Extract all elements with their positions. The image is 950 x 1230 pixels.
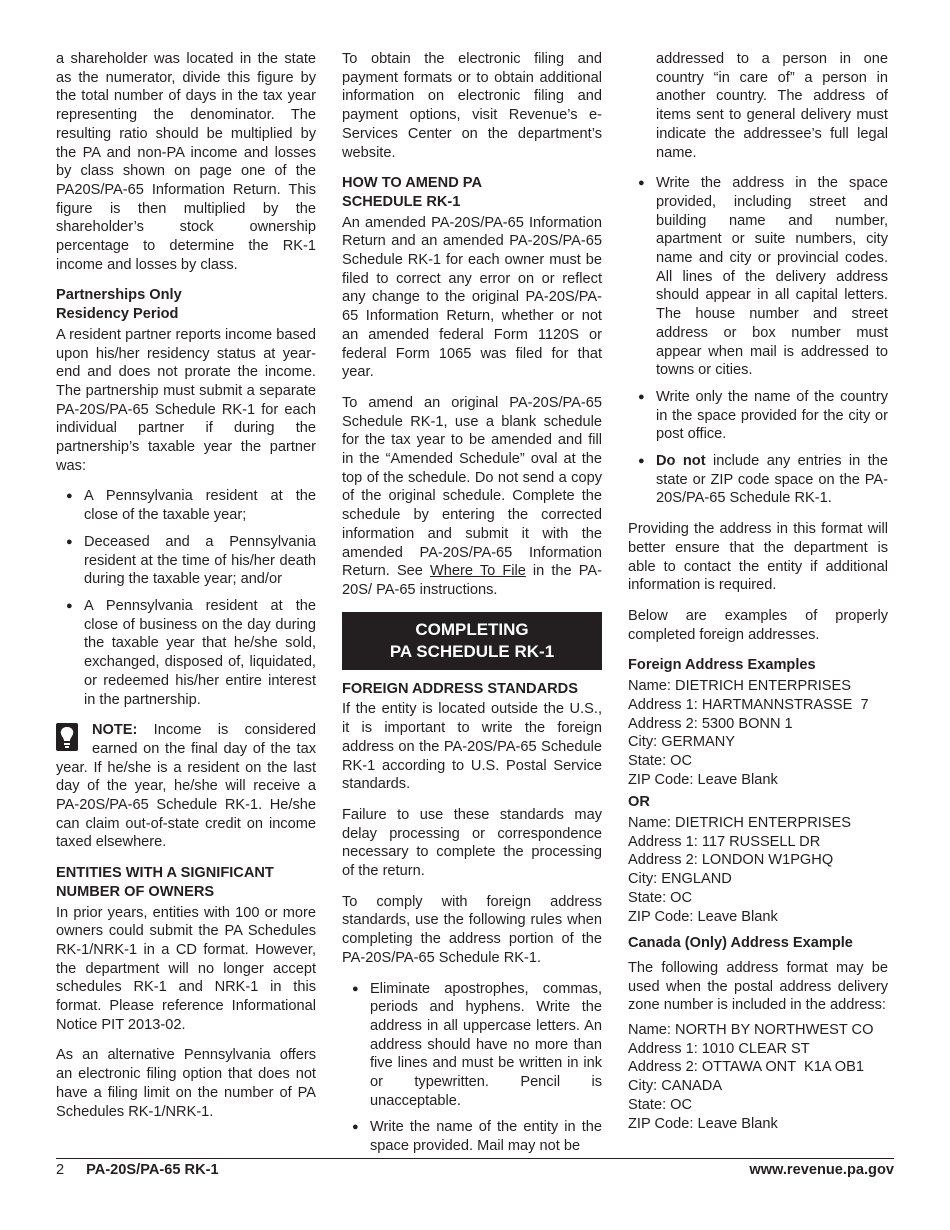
do-not-text: include any entries in the state or ZIP code space on the PA-20S/PA-65 Schedule RK-1. xyxy=(656,453,889,507)
paragraph-resident: A resident partner reports income based upon his/her residency status at year-end and does not prorate the income. The partnership must submit a separate PA-20S/PA-65 Schedule RK-1 for each individual partner if during the partnership’s taxable year the partner was: xyxy=(56,326,316,474)
address-line: Name: DIETRICH ENTERPRISES xyxy=(628,815,851,832)
address-line: Address 1: 1010 CLEAR ST xyxy=(628,1040,810,1057)
list-item: ● A Pennsylvania resident at the close of business on the day during the taxable year that he/she sold, exchanged, disposed of, liquidated, or redeemed his/her entire interest in the partnership. xyxy=(56,597,316,709)
paragraph-providing: Providing the address in this format will better ensure that the department is able to contact the entity if additional information is required. xyxy=(628,521,888,594)
list-item: ● Write the address in the space provided, including street and building name and number, apartment or suite numbers, city name and city or provincial codes. All lines of the delivery address should appear in all capital letters. The house number and street address or box number must appear when mail is addressed to towns or cities. xyxy=(628,174,888,380)
paragraph-intro: a shareholder was located in the state as the numerator, divide this figure by the total number of days in the tax year representing the denominator. The resulting ratio should be multiplied by the PA and non-PA income and losses by class shown on page one of the PA20S/PA-65 Information Return. This figure is then multiplied by the shareholder’s stock ownership percentage to determine the RK-1 income and losses by class. xyxy=(56,51,316,273)
section-banner xyxy=(342,612,602,670)
list-item: ● Eliminate apostrophes, commas, periods and hyphens. Write the address in all uppercase letters. An address should have no more than five lines and must be written in ink or typewritten. Pencil is unacceptable. xyxy=(342,980,602,1111)
where-to-file-link[interactable]: Where To File xyxy=(430,563,526,580)
paragraph-failure: Failure to use these standards may delay processing or correspondence necessary to complete the processing of the return. xyxy=(342,806,602,880)
paragraph-prior-years: In prior years, entities with 100 or more owners could submit the PA Schedules RK-1/NRK-1 in a CD format. However, the department will no longer accept schedules RK-1 and NRK-1 in this format. Please reference Informational Notice PIT 2013-02. xyxy=(56,904,316,1033)
heading-foreign-examples: Foreign Address Examples xyxy=(628,657,816,674)
address-line: Name: DIETRICH ENTERPRISES xyxy=(628,678,851,695)
address-line: City: GERMANY xyxy=(628,734,736,751)
note-text: Income is considered earned on the final day of the tax year. If he/she is a resident on the last day of the year, he/she will receive a PA-20S/PA-65 Schedule RK-1. He/she can claim out-of-state credit on income taxed elsewhere. xyxy=(56,722,316,851)
address-rules-list-continued xyxy=(628,174,888,508)
paragraph-canada: The following address format may be used when the postal address delivery zone number is included in the address: xyxy=(628,959,888,1014)
footer-divider xyxy=(56,1158,894,1159)
to-amend-text: To amend an original PA-20S/PA-65 Schedule RK-1, use a blank schedule for the tax year to be amended and fill in the “Amended Schedule” oval at the top of the schedule. Do not send a copy of the original schedule. Complete the schedule by entering the corrected information and submit it with the amended PA-20S/PA-65 Information Return. See xyxy=(342,394,602,580)
paragraph-comply: To comply with foreign address standards, use the following rules when completing the address portion of the PA-20S/PA-65 Schedule RK-1. xyxy=(342,893,602,966)
list-item: ● Write only the name of the country in the space provided for the city or post office. xyxy=(628,388,888,444)
document-title: PA-20S/PA-65 RK-1 xyxy=(86,1162,219,1178)
paragraph-continued: addressed to a person in one country “in care of” a person in another country. The address of items sent to general delivery must indicate the addressee’s full legal name. xyxy=(656,51,888,161)
to-amend-text-end: in the PA-20S/ PA-65 instructions. xyxy=(342,563,602,598)
list-item: ● Deceased and a Pennsylvania resident at the time of his/her death during the taxable year; and/or xyxy=(56,533,316,589)
heading-partnerships-line2: Residency Period xyxy=(56,306,179,323)
do-not-label: Do not xyxy=(656,453,706,470)
paragraph-amended: An amended PA-20S/PA-65 Information Return and an amended PA-20S/PA-65 Schedule RK-1 for each owner must be filed to correct any error on or reflect any change to the original PA-20S/PA-65 Information Return, whether or not an amended federal Form 1120S or federal Form 1065 was filed for that year. xyxy=(342,214,602,381)
address-line: Address 2: 5300 BONN 1 xyxy=(628,715,793,732)
address-line: Address 1: 117 RUSSELL DR xyxy=(628,833,821,850)
address-line: ZIP Code: Leave Blank xyxy=(628,771,778,788)
address-line: City: CANADA xyxy=(628,1078,723,1095)
banner-line2: PA SCHEDULE RK-1 xyxy=(389,641,555,661)
address-line: State: OC xyxy=(628,1096,693,1113)
page-number: 2 xyxy=(56,1162,65,1178)
address-line: Address 1: HARTMANNSTRASSE 7 xyxy=(628,696,869,713)
address-line: Address 2: LONDON W1PGHQ xyxy=(628,852,834,869)
address-line: State: OC xyxy=(628,889,693,906)
heading-entities: ENTITIES WITH A SIGNIFICANT NUMBER OF OWNERS xyxy=(56,865,274,900)
heading-partnerships xyxy=(56,286,316,323)
address-line: Name: NORTH BY NORTHWEST CO xyxy=(628,1022,874,1039)
or-label: OR xyxy=(628,794,650,811)
heading-foreign-standards: FOREIGN ADDRESS STANDARDS xyxy=(342,680,578,697)
heading-how-to-amend xyxy=(342,174,602,211)
column-2 xyxy=(342,50,602,1168)
address-line: Address 2: OTTAWA ONT K1A OB1 xyxy=(628,1059,865,1076)
paragraph-alternative: As an alternative Pennsylvania offers an electronic filing option that does not have a filing limit on the number of PA Schedules RK-1/NRK-1. xyxy=(56,1047,316,1120)
column-1 xyxy=(56,50,316,1133)
address-rules-list xyxy=(342,980,602,1156)
heading-amend-line1: HOW TO AMEND PA xyxy=(342,175,482,192)
address-line: ZIP Code: Leave Blank xyxy=(628,908,778,925)
address-line: State: OC xyxy=(628,752,693,769)
note-block xyxy=(56,721,316,852)
address-example-3 xyxy=(628,1021,888,1133)
paragraph-located: If the entity is located outside the U.S., it is important to write the foreign address on the PA-20S/PA-65 Schedule RK-1 according to U.S. Postal Service standards. xyxy=(342,701,602,793)
address-example-2 xyxy=(628,814,888,926)
heading-partnerships-line1: Partnerships Only xyxy=(56,287,182,304)
paragraph-to-amend xyxy=(342,394,602,600)
column-3 xyxy=(628,50,888,1137)
address-example-1 xyxy=(628,677,888,789)
heading-canada: Canada (Only) Address Example xyxy=(628,935,853,952)
list-item xyxy=(628,452,888,508)
note-label: NOTE: xyxy=(92,722,138,739)
banner-line1: COMPLETING xyxy=(415,619,529,639)
paragraph-below: Below are examples of properly completed foreign addresses. xyxy=(628,607,888,643)
address-line: City: ENGLAND xyxy=(628,871,732,888)
paragraph-obtain: To obtain the electronic filing and payment formats or to obtain additional information on electronic filing and payment options, visit Revenue’s e-Services Center on the department’s website. xyxy=(342,51,602,161)
footer-left xyxy=(56,1161,219,1179)
residency-bullet-list xyxy=(56,487,316,709)
address-line: ZIP Code: Leave Blank xyxy=(628,1115,778,1132)
list-item: ● Write the name of the entity in the space provided. Mail may not be xyxy=(342,1118,602,1155)
footer-website[interactable]: www.revenue.pa.gov xyxy=(749,1162,894,1178)
lightbulb-icon xyxy=(56,723,78,751)
list-item: ● A Pennsylvania resident at the close of the taxable year; xyxy=(56,487,316,524)
heading-amend-line2: SCHEDULE RK-1 xyxy=(342,193,461,210)
